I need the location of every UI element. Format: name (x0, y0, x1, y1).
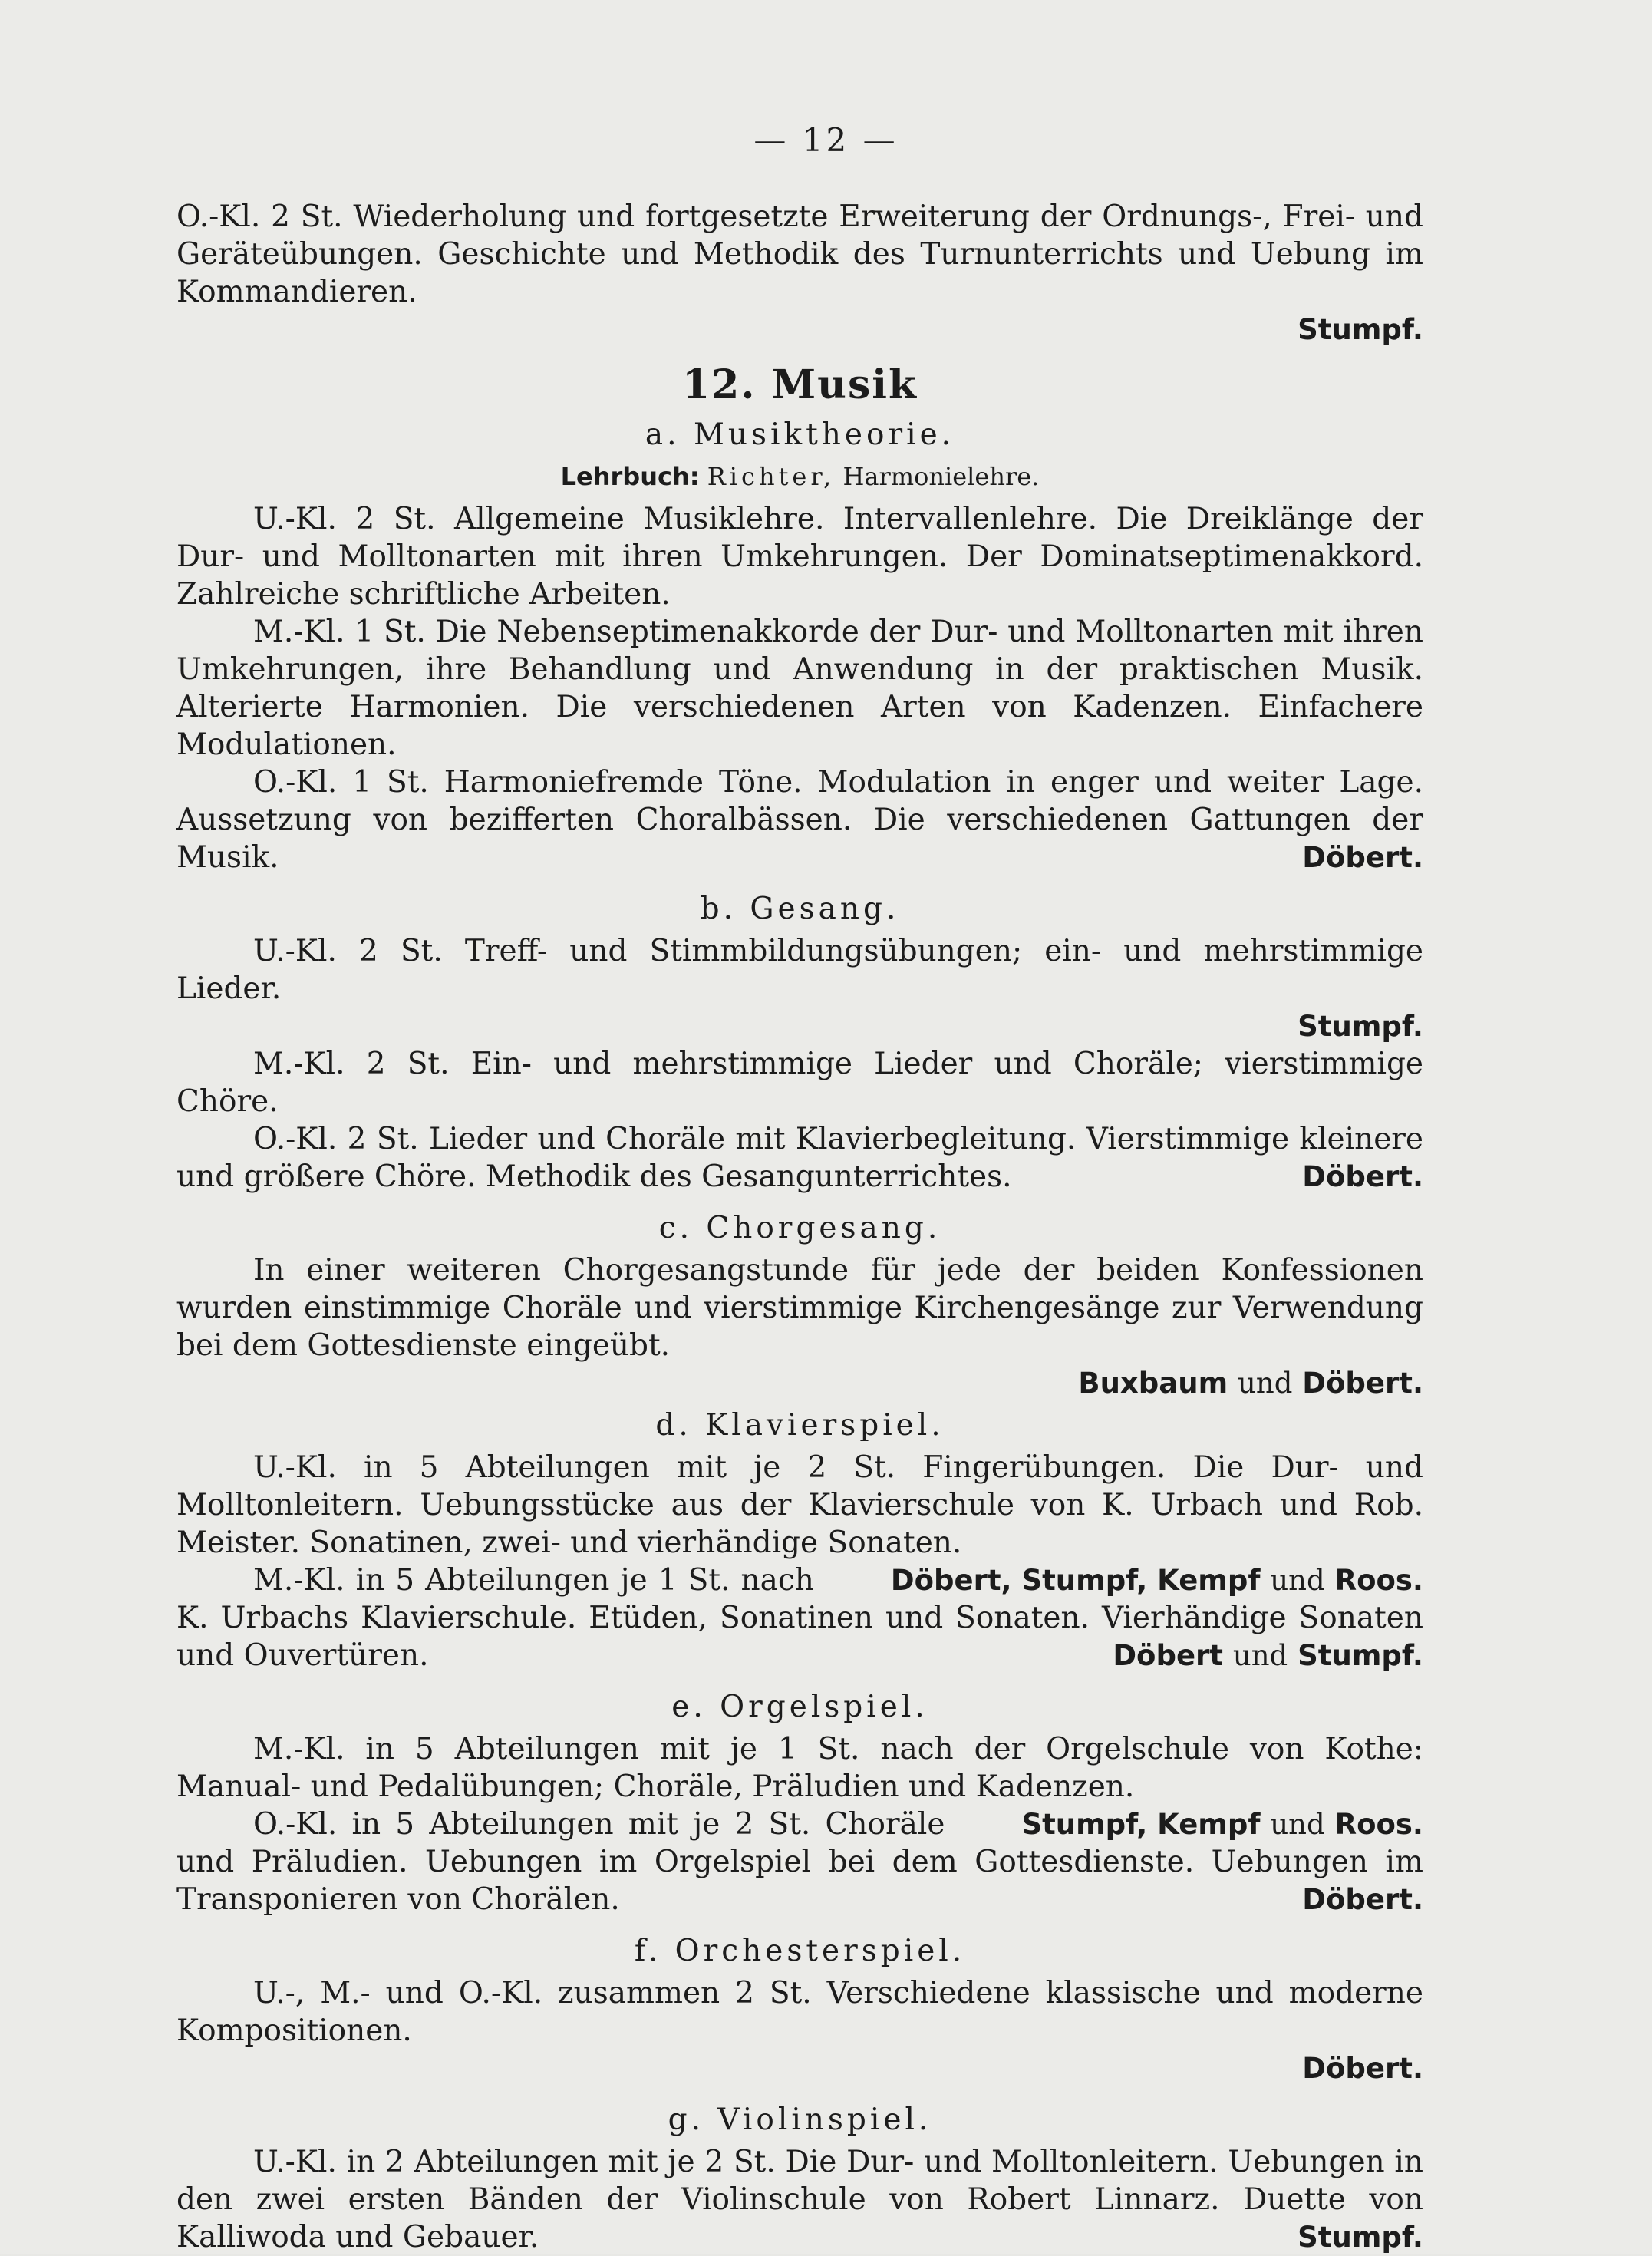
subsection-heading-musiktheorie: a. Musiktheorie. (645, 417, 955, 452)
textbook-author: Richter, (707, 462, 836, 491)
textbook-label: Lehrbuch: (560, 462, 700, 491)
teacher-names: Stumpf, Kempf (1021, 1808, 1261, 1841)
text-column (176, 198, 1423, 2256)
orgel-m-kl-teachers (945, 1806, 1423, 1843)
gesang-u-kl-paragraph: U.-Kl. 2 St. Treff- und Stimmbildungsübungen; ein- und mehrstimmige Lieder. (176, 934, 1423, 1006)
turnen-o-kl-paragraph: O.-Kl. 2 St. Wiederholung und fortgesetzte Erweiterung der Ordnungs-, Frei- und Geräteübungen. Geschichte und Methodik des Turnunterrichts und Uebung im Kommandieren. (176, 200, 1423, 309)
gesang-m-kl-paragraph: M.-Kl. 2 St. Ein- und mehrstimmige Lieder und Choräle; vierstimmige Chöre. (176, 1047, 1423, 1119)
gesang-o-kl-text: O.-Kl. 2 St. Lieder und Choräle mit Klavierbegleitung. Vierstimmige kleinere und größere Chöre. Methodik des Gesangunterrichtes. (176, 1122, 1423, 1194)
conjunction: und (1238, 1367, 1293, 1400)
klavier-m-kl-text: M.-Kl. in 5 Abteilungen je 1 St. nach K. Urbachs Klavierschule. Etüden, Sonatinen und Sonaten. Vierhändige Sonaten und Ouvertüren. (176, 1563, 1423, 1673)
turnen-teacher: Stumpf. (1298, 313, 1423, 346)
teacher-name: Roos. (1334, 1564, 1423, 1597)
theory-m-kl-paragraph: M.-Kl. 1 St. Die Nebenseptimenakkorde der Dur- und Molltonarten mit ihren Umkehrungen, ihre Behandlung und Anwendung in der praktischen Musik. Alterierte Harmonien. Die verschiedenen Arten von Kadenzen. Einfachere Modulationen. (176, 615, 1423, 762)
teacher-name: Stumpf. (1298, 1639, 1423, 1672)
gesang-u-kl-teacher: Stumpf. (1298, 1010, 1423, 1043)
subsection-heading-violinspiel: g. Violinspiel. (668, 2103, 932, 2137)
section-title: 12. Musik (682, 361, 918, 408)
gesang-o-kl-paragraph (176, 1120, 1423, 1196)
subsection-heading-gesang: b. Gesang. (700, 892, 900, 926)
chorgesang-teacher-doebert: Döbert. (1302, 1367, 1423, 1400)
violin-text: U.-Kl. in 2 Abteilungen mit je 2 St. Die Dur- und Molltonleitern. Uebungen in den zwei ersten Bänden der Violinschule von Robert Linnarz. Duette von Kalliwoda und Gebauer. (176, 2145, 1423, 2254)
subsection-heading-orchesterspiel: f. Orchesterspiel. (634, 1934, 966, 1968)
conjunction: und (1270, 1564, 1325, 1597)
chorgesang-teacher-buxbaum: Buxbaum (1078, 1367, 1228, 1400)
orgel-m-kl-text: M.-Kl. in 5 Abteilungen mit je 1 St. nach der Orgelschule von Kothe: Manual- und Pedalübungen; Choräle, Präludien und Kadenzen. (176, 1732, 1423, 1804)
theory-o-kl-text: O.-Kl. 1 St. Harmoniefremde Töne. Modulation in enger und weiter Lage. Aussetzung von bezifferten Choralbässen. Die verschiedenen Gattungen der Musik. (176, 765, 1423, 875)
violin-paragraph (176, 2143, 1423, 2256)
theory-u-kl-paragraph: U.-Kl. 2 St. Allgemeine Musiklehre. Intervallenlehre. Die Dreiklänge der Dur- und Molltonarten mit ihren Umkehrungen. Der Dominatseptimenakkord. Zahlreiche schriftliche Arbeiten. (176, 502, 1423, 612)
page-number: — 12 — (753, 121, 899, 159)
subsection-heading-chorgesang: c. Chorgesang. (658, 1211, 941, 1245)
chorgesang-paragraph: In einer weiteren Chorgesangstunde für jede der beiden Konfessionen wurden einstimmige Choräle und vierstimmige Kirchengesänge zur Verwendung bei dem Gottesdienste eingeübt. (176, 1253, 1423, 1363)
theory-teacher: Döbert. (1302, 841, 1423, 874)
orgel-m-kl-paragraph (176, 1730, 1423, 1841)
orgel-o-kl-text: O.-Kl. in 5 Abteilungen mit je 2 St. Choräle und Präludien. Uebungen im Orgelspiel bei dem Gottesdienste. Uebungen im Transponieren von Chorälen. (176, 1807, 1423, 1917)
orgel-o-kl-teacher: Döbert. (1302, 1883, 1423, 1916)
teacher-name: Roos. (1334, 1808, 1423, 1841)
subsection-heading-klavierspiel: d. Klavierspiel. (655, 1408, 945, 1443)
conjunction: und (1270, 1808, 1325, 1841)
subsection-heading-orgelspiel: e. Orgelspiel. (671, 1690, 928, 1724)
gesang-o-kl-teacher: Döbert. (1302, 1160, 1423, 1193)
klavier-m-kl-teachers (1036, 1637, 1423, 1674)
orchester-paragraph: U.-, M.- und O.-Kl. zusammen 2 St. Verschiedene klassische und moderne Kompositionen. (176, 1976, 1423, 2048)
textbook-title: Harmonielehre. (842, 462, 1040, 491)
violin-teacher: Stumpf. (1298, 2221, 1423, 2254)
teacher-names: Döbert, Stumpf, Kempf (890, 1564, 1261, 1597)
klavier-u-kl-teachers (814, 1562, 1423, 1599)
teacher-name: Döbert (1113, 1639, 1223, 1672)
conjunction: und (1232, 1639, 1288, 1672)
theory-o-kl-paragraph (176, 764, 1423, 876)
klavier-u-kl-text: U.-Kl. in 5 Abteilungen mit je 2 St. Fingerübungen. Die Dur- und Molltonleitern. Uebungsstücke aus der Klavierschule von K. Urbach und Rob. Meister. Sonatinen, zwei- und vierhändige Sonaten. (176, 1450, 1423, 1560)
textbook-reference (176, 458, 1423, 496)
orchester-teacher: Döbert. (1302, 2052, 1423, 2085)
chorgesang-teachers (176, 1364, 1423, 1402)
klavier-u-kl-paragraph (176, 1449, 1423, 1597)
